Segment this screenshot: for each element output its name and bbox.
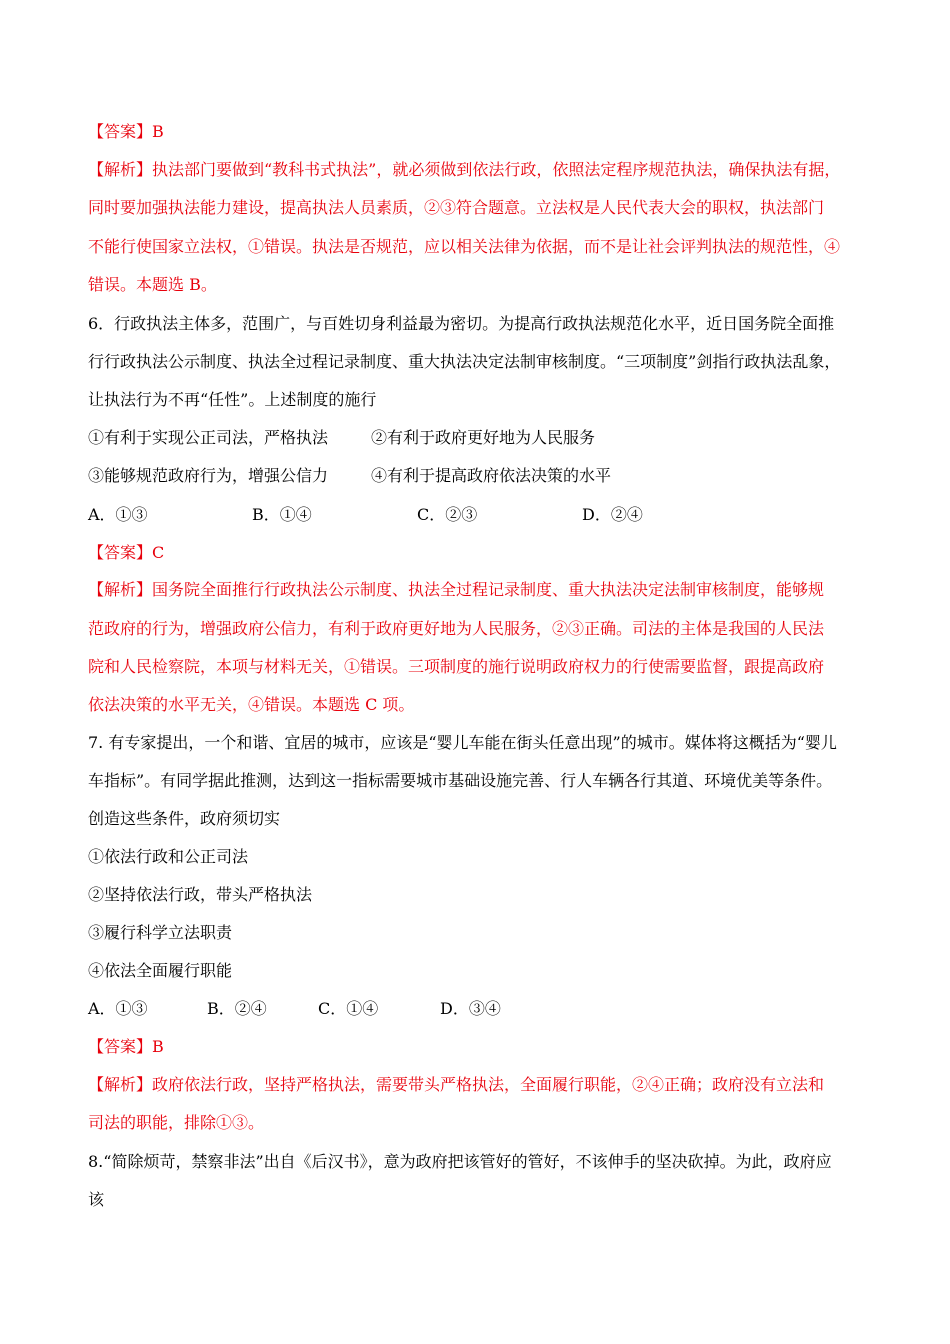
q6-option-b: B．①④ — [252, 505, 312, 524]
q8-stem-line: 8.“简除烦苛，禁察非法”出自《后汉书》，意为政府把该管好的管好，不该伸手的坚决砍掉。为此，政府应 — [88, 1152, 832, 1171]
q7-analysis-line: 【解析】政府依法行政，坚持严格执法，需要带头严格执法，全面履行职能，②④正确；政府没有立法和 — [88, 1075, 825, 1094]
q7-analysis-line: 司法的职能，排除①③。 — [88, 1113, 265, 1132]
q7-stem-line: 7. 有专家提出，一个和谐、宜居的城市，应该是“婴儿车能在街头任意出现”的城市。媒体将这概括为“婴儿 — [88, 733, 837, 752]
q8-stem-line: 该 — [88, 1190, 105, 1209]
q6-analysis-line: 【解析】国务院全面推行行政执法公示制度、执法全过程记录制度、重大执法决定法制审核制度，能够规 — [88, 580, 825, 599]
q5-analysis-line: 不能行使国家立法权，①错误。执法是否规范，应以相关法律为依据，而不是让社会评判执法的规范性，④ — [88, 237, 841, 256]
q6-statement-2: ②有利于政府更好地为人民服务 — [371, 428, 596, 447]
q7-option-a: A．①③ — [88, 999, 148, 1018]
q5-analysis-line: 错误。本题选 B。 — [88, 275, 217, 294]
q6-analysis-line: 依法决策的水平无关，④错误。本题选 C 项。 — [88, 695, 415, 714]
q6-option-a: A．①③ — [88, 505, 148, 524]
q7-statement-3: ③履行科学立法职责 — [88, 923, 233, 942]
q7-statement-2: ②坚持依法行政，带头严格执法 — [88, 885, 313, 904]
q5-analysis-line: 同时要加强执法能力建设，提高执法人员素质，②③符合题意。立法权是人民代表大会的职权，执法部门 — [88, 198, 825, 217]
q6-option-d: D．②④ — [582, 505, 643, 524]
q6-option-c: C．②③ — [417, 505, 478, 524]
q6-statement-3: ③能够规范政府行为，增强公信力 — [88, 466, 329, 485]
q6-stem-line: 6．行政执法主体多，范围广，与百姓切身利益最为密切。为提高行政执法规范化水平，近日国务院全面推 — [88, 314, 835, 333]
q5-analysis-line: 【解析】执法部门要做到“教科书式执法”，就必须做到依法行政，依照法定程序规范执法，确保执法有据， — [88, 160, 841, 179]
q6-stem-line: 行行政执法公示制度、执法全过程记录制度、重大执法决定法制审核制度。“三项制度”剑指行政执法乱象， — [88, 352, 841, 371]
q6-statement-4: ④有利于提高政府依法决策的水平 — [371, 466, 612, 485]
q7-statement-1: ①依法行政和公正司法 — [88, 847, 249, 866]
q7-stem-line: 创造这些条件，政府须切实 — [88, 809, 281, 828]
q7-answer: 【答案】B — [88, 1037, 164, 1056]
q5-answer: 【答案】B — [88, 122, 164, 141]
q6-answer: 【答案】C — [88, 543, 165, 562]
q7-option-b: B．②④ — [207, 999, 267, 1018]
q6-statement-1: ①有利于实现公正司法，严格执法 — [88, 428, 329, 447]
q7-statement-4: ④依法全面履行职能 — [88, 961, 233, 980]
q6-analysis-line: 院和人民检察院，本项与材料无关，①错误。三项制度的施行说明政府权力的行使需要监督，跟提高政府 — [88, 657, 825, 676]
q7-stem-line: 车指标”。有同学据此推测，达到这一指标需要城市基础设施完善、行人车辆各行其道、环境优美等条件。 — [88, 771, 833, 790]
q6-stem-line: 让执法行为不再“任性”。上述制度的施行 — [88, 390, 377, 409]
q6-analysis-line: 范政府的行为，增强政府公信力，有利于政府更好地为人民服务，②③正确。司法的主体是我国的人民法 — [88, 619, 825, 638]
q7-option-c: C．①④ — [318, 999, 379, 1018]
q7-option-d: D．③④ — [440, 999, 501, 1018]
